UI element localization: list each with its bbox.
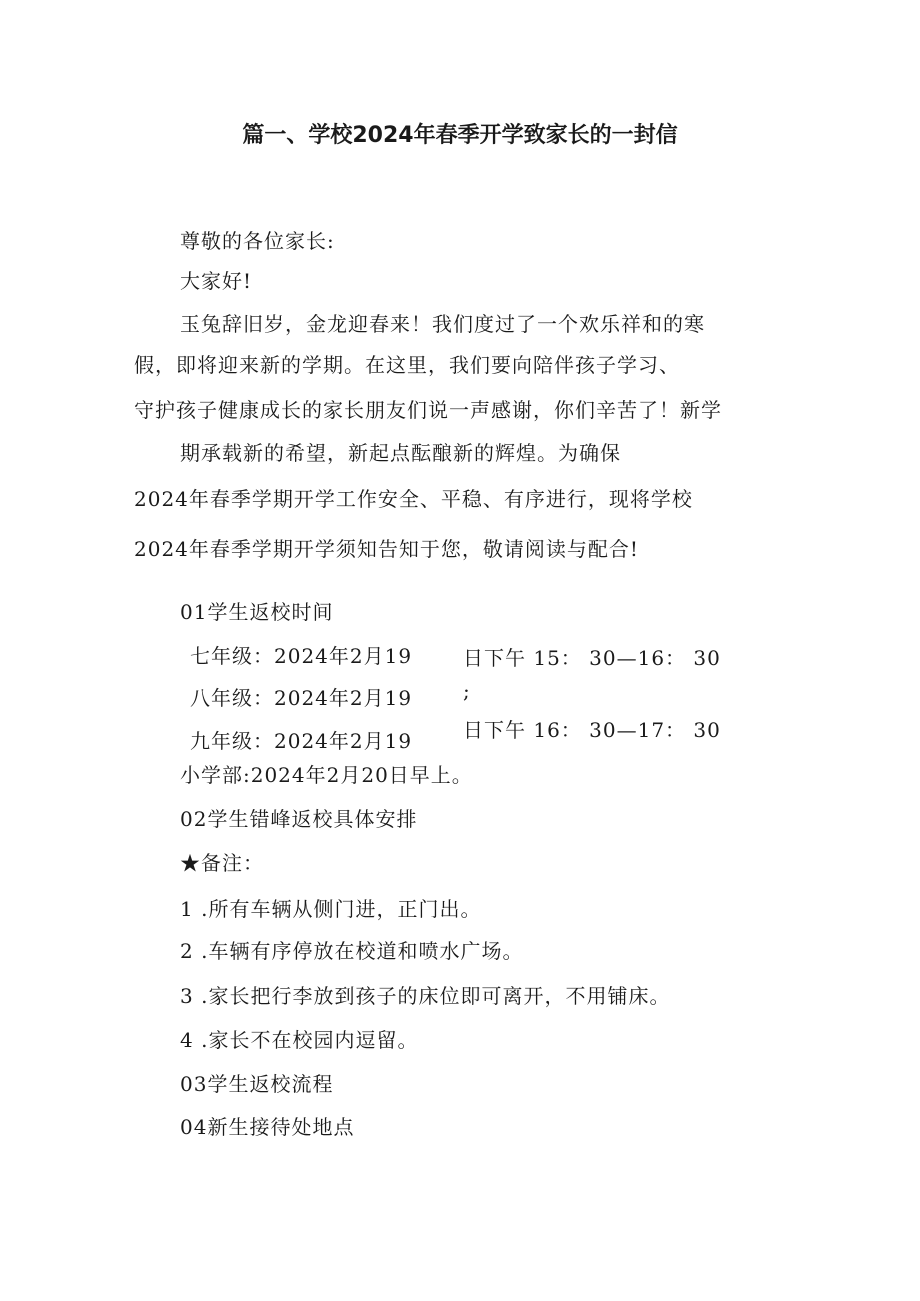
grade-8-time: 八年级：2024年2月19	[190, 686, 413, 710]
intro-line-4: 期承载新的希望，新起点酝酿新的辉煌。为确保	[180, 441, 621, 465]
page-title: 篇一、学校2024年春季开学致家长的一封信	[242, 123, 678, 148]
grade-9-time: 九年级：2024年2月19	[190, 729, 413, 753]
intro-line-3: 守护孩子健康成长的家长朋友们说一声感谢，你们辛苦了！新学	[134, 398, 722, 422]
note-label: ★备注：	[180, 851, 264, 875]
section-4-heading: 04新生接待处地点	[180, 1115, 355, 1139]
note-item-1: 1 .所有车辆从侧门进，正门出。	[180, 897, 482, 921]
intro-line-2: 假，即将迎来新的学期。在这里，我们要向陪伴孩子学习、	[134, 353, 680, 377]
note-item-4: 4 .家长不在校园内逗留。	[180, 1028, 419, 1052]
salutation: 尊敬的各位家长:	[180, 229, 335, 253]
time-slot-b: 日下午 16： 30—17： 30	[463, 718, 721, 742]
intro-line-6: 2024年春季学期开学须知告知于您，敬请阅读与配合!	[134, 537, 639, 561]
time-slot-a: 日下午 15： 30—16： 30	[463, 646, 721, 670]
primary-school-time: 小学部:2024年2月20日早上。	[180, 763, 473, 787]
greeting: 大家好!	[180, 269, 253, 293]
grade-7-time: 七年级：2024年2月19	[190, 644, 413, 668]
section-2-heading: 02学生错峰返校具体安排	[180, 807, 418, 831]
note-item-2: 2 .车辆有序停放在校道和喷水广场。	[180, 939, 524, 963]
section-3-heading: 03学生返校流程	[180, 1072, 334, 1096]
note-item-3: 3 .家长把行李放到孩子的床位即可离开，不用铺床。	[180, 984, 671, 1008]
time-slot-separator: ;	[463, 679, 471, 703]
intro-line-1: 玉兔辞旧岁，金龙迎春来！我们度过了一个欢乐祥和的寒	[180, 312, 705, 336]
intro-line-5: 2024年春季学期开学工作安全、平稳、有序进行，现将学校	[134, 487, 693, 511]
section-1-heading: 01学生返校时间	[180, 600, 334, 624]
